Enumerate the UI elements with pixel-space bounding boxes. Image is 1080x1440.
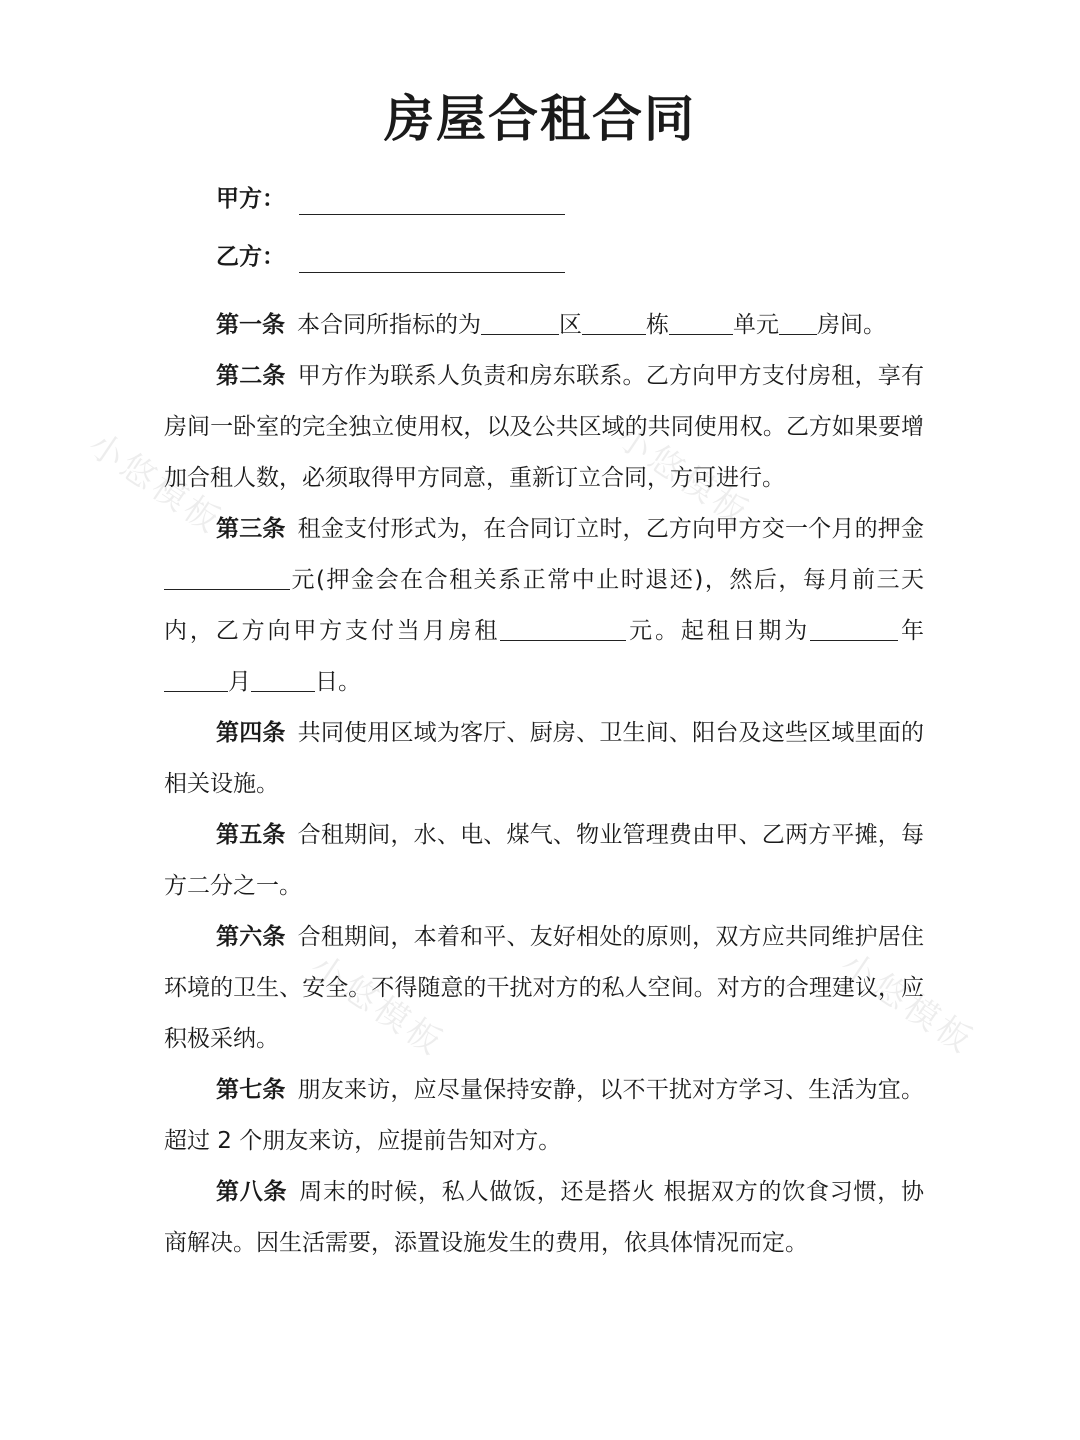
clause-8-head: 第八条 [216,1179,288,1205]
clause-2-head: 第二条 [216,363,286,389]
start-day-blank[interactable] [251,667,315,692]
party-b-line [216,241,565,273]
watermark-3: 小悠模板 [303,946,452,1065]
clause-2 [164,351,924,504]
clause-1-text-2: 区 [559,312,582,338]
watermark-2: 小悠模板 [609,416,758,535]
clause-4 [164,708,924,810]
start-month-blank[interactable] [164,667,228,692]
contract-body [164,300,924,1269]
clause-4-text: 共同使用区域为客厅、厨房、卫生间、阳台及这些区域里面的相关设施。 [164,720,925,797]
building-blank[interactable] [582,310,646,335]
clause-6 [164,912,924,1065]
clause-3-text-3: 元。起租日期为 [626,618,811,644]
clause-3-text-4: 年 [898,618,925,644]
clause-8-text: 周末的时候，私人做饭，还是搭火 根据双方的饮食习惯，协商解决。因生活需要，添置设施发生的费用，依具体情况而定。 [164,1179,925,1256]
clause-2-text: 甲方作为联系人负责和房东联系。乙方向甲方支付房租，享有房间一卧室的完全独立使用权，以及公共区域的共同使用权。乙方如果要增加合租人数，必须取得甲方同意，重新订立合同，方可进行。 [164,363,925,491]
clause-3-text-5: 月 [228,669,251,695]
clause-4-head: 第四条 [216,720,286,746]
clause-6-head: 第六条 [216,924,286,950]
watermark-1: 小悠模板 [81,424,230,543]
clause-1 [164,300,924,351]
district-blank[interactable] [481,310,559,335]
clause-5-text: 合租期间，水、电、煤气、物业管理费由甲、乙两方平摊，每方二分之一。 [164,822,925,899]
room-blank[interactable] [779,310,817,335]
party-a-blank[interactable] [299,188,565,215]
unit-blank[interactable] [669,310,733,335]
party-a-line [216,183,565,215]
clause-3-text-6: 日。 [315,669,361,695]
rent-blank[interactable] [500,616,626,641]
watermark-4: 小悠模板 [833,944,982,1063]
clause-8 [164,1167,924,1269]
clause-3-text-1: 租金支付形式为，在合同订立时，乙方向甲方交一个月的押金 [297,516,925,542]
party-a-label: 甲方： [216,186,285,212]
clause-5-head: 第五条 [216,822,286,848]
party-b-label: 乙方： [216,244,285,270]
document-title: 房屋合租合同 [384,90,696,148]
start-year-blank[interactable] [810,616,898,641]
clause-7-head: 第七条 [216,1077,286,1103]
clause-3 [164,504,924,708]
clause-7-text: 朋友来访，应尽量保持安静，以不干扰对方学习、生活为宜。超过 2 个朋友来访，应提前告知对方。 [164,1077,925,1154]
clause-1-text-1: 本合同所指标的为 [297,312,481,338]
clause-5 [164,810,924,912]
clause-3-head: 第三条 [216,516,286,542]
clause-1-text-3: 栋 [646,312,669,338]
clause-1-text-4: 单元 [733,312,779,338]
deposit-blank[interactable] [164,565,290,590]
clause-3-text-2: 元(押金会在合租关系正常中止时退还)，然后，每月前三天内，乙方向甲方支付当月房租 [164,567,924,644]
clause-7 [164,1065,924,1167]
clause-6-text: 合租期间，本着和平、友好相处的原则，双方应共同维护居住环境的卫生、安全。不得随意的干扰对方的私人空间。对方的合理建议，应积极采纳。 [164,924,925,1052]
clause-1-head: 第一条 [216,312,285,338]
party-b-blank[interactable] [299,246,565,273]
clause-1-text-5: 房间。 [817,312,886,338]
